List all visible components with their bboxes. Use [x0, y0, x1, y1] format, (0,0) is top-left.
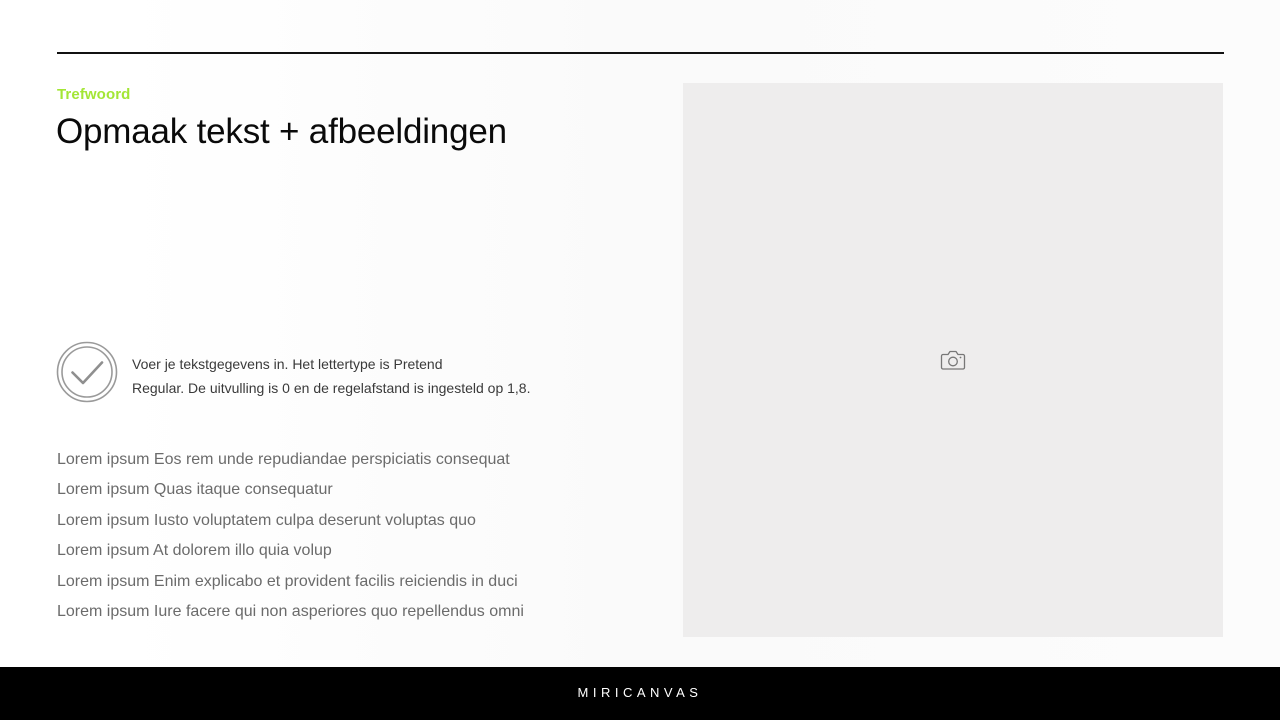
list-item: Lorem ipsum Enim explicabo et provident facilis reiciendis in duci [57, 572, 518, 590]
footer-bar [0, 667, 1280, 720]
info-text-line: Voer je tekstgegevens in. Het lettertype is Pretend [132, 356, 443, 372]
image-placeholder[interactable] [683, 83, 1223, 637]
list-item: Lorem ipsum Iure facere qui non asperiores quo repellendus omni [57, 603, 524, 621]
list-item: Lorem ipsum Iusto voluptatem culpa deserunt voluptas quo [57, 511, 476, 529]
top-divider [57, 52, 1224, 54]
info-text [132, 352, 552, 400]
slide-title: Opmaak tekst + afbeeldingen [56, 112, 507, 151]
text-list [57, 445, 524, 627]
list-item: Lorem ipsum Quas itaque consequatur [57, 481, 333, 499]
camera-icon[interactable] [940, 349, 966, 371]
keyword-label: Trefwoord [57, 86, 131, 103]
list-item: Lorem ipsum At dolorem illo quia volup [57, 542, 332, 560]
info-text-line: Regular. De uitvulling is 0 en de regelafstand is ingesteld op 1,8. [132, 380, 531, 396]
list-item: Lorem ipsum Eos rem unde repudiandae perspiciatis consequat [57, 451, 510, 468]
brand-logo: MIRICANVAS [577, 685, 703, 700]
checkmark-circle-icon [56, 341, 118, 403]
